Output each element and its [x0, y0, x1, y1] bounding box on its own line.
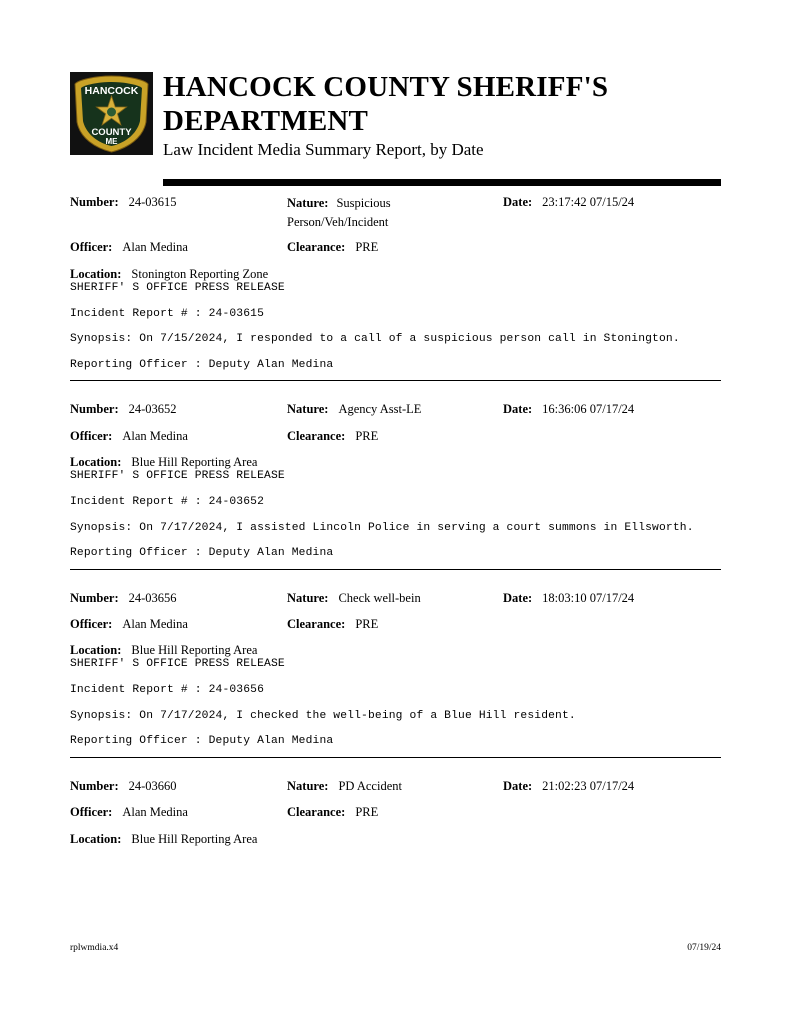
number-field	[70, 779, 177, 794]
nature-field	[287, 779, 402, 794]
location-value: Blue Hill Reporting Area	[131, 832, 258, 846]
number-value: 24-03652	[128, 402, 177, 416]
location-label: Location:	[70, 643, 122, 657]
number-field	[70, 402, 177, 417]
clearance-value: PRE	[355, 617, 379, 631]
date-field	[503, 591, 634, 606]
location-label: Location:	[70, 267, 122, 281]
officer-value: Alan Medina	[122, 240, 188, 254]
nature-field	[287, 591, 421, 606]
nature-label: Nature:	[287, 591, 329, 605]
officer-field	[70, 805, 188, 820]
nature-label: Nature:	[287, 402, 329, 416]
location-field	[70, 455, 257, 470]
record-divider	[70, 380, 721, 381]
nature-field	[287, 194, 427, 232]
record-divider	[70, 569, 721, 570]
location-value: Blue Hill Reporting Area	[131, 643, 258, 657]
clearance-field	[287, 805, 378, 820]
officer-value: Alan Medina	[122, 429, 188, 443]
date-field	[503, 195, 634, 210]
nature-value: Agency Asst-LE	[338, 402, 422, 416]
header-divider	[163, 179, 721, 186]
nature-value: Check well-bein	[338, 591, 421, 605]
officer-label: Officer:	[70, 429, 113, 443]
date-label: Date:	[503, 591, 533, 605]
number-label: Number:	[70, 591, 119, 605]
location-field	[70, 267, 268, 282]
location-field	[70, 643, 257, 658]
officer-label: Officer:	[70, 805, 113, 819]
synopsis-line: Synopsis: On 7/17/2024, I checked the well-being of a Blue Hill resident.	[70, 710, 576, 722]
clearance-label: Clearance:	[287, 805, 346, 819]
clearance-field	[287, 240, 378, 255]
department-title	[163, 70, 723, 138]
officer-value: Alan Medina	[122, 617, 188, 631]
nature-field	[287, 402, 421, 417]
clearance-label: Clearance:	[287, 240, 346, 254]
record-divider	[70, 757, 721, 758]
date-value: 23:17:42 07/15/24	[542, 195, 635, 209]
officer-field	[70, 617, 188, 632]
number-field	[70, 195, 177, 210]
press-release-line: SHERIFF' S OFFICE PRESS RELEASE	[70, 470, 285, 482]
nature-value: PD Accident	[338, 779, 402, 793]
officer-label: Officer:	[70, 617, 113, 631]
report-subtitle: Law Incident Media Summary Report, by Date	[163, 140, 484, 159]
date-value: 21:02:23 07/17/24	[542, 779, 635, 793]
officer-label: Officer:	[70, 240, 113, 254]
nature-label: Nature:	[287, 196, 329, 210]
title-line-2: DEPARTMENT	[163, 105, 369, 137]
logo-text-top: HANCOCK	[84, 85, 139, 97]
synopsis-line: Synopsis: On 7/17/2024, I assisted Lincoln Police in serving a court summons in Ellsworth.	[70, 522, 694, 534]
sheriff-badge-logo	[70, 72, 153, 155]
date-value: 18:03:10 07/17/24	[542, 591, 635, 605]
location-label: Location:	[70, 832, 122, 846]
nature-label: Nature:	[287, 779, 329, 793]
footer-print-date: 07/19/24	[687, 943, 721, 953]
number-label: Number:	[70, 195, 119, 209]
officer-field	[70, 240, 188, 255]
incident-report-line: Incident Report # : 24-03652	[70, 496, 265, 508]
title-line-1: HANCOCK COUNTY SHERIFF'S	[163, 71, 609, 103]
clearance-label: Clearance:	[287, 429, 346, 443]
date-value: 16:36:06 07/17/24	[542, 402, 635, 416]
date-label: Date:	[503, 779, 533, 793]
synopsis-line: Synopsis: On 7/15/2024, I responded to a call of a suspicious person call in Stonington.	[70, 333, 680, 345]
footer-report-id: rplwmdia.x4	[70, 943, 119, 953]
location-label: Location:	[70, 455, 122, 469]
nature-value: Suspicious Person/Veh/Incident	[287, 196, 391, 229]
clearance-field	[287, 429, 378, 444]
clearance-label: Clearance:	[287, 617, 346, 631]
logo-text-bottom: ME	[105, 137, 118, 146]
date-field	[503, 402, 634, 417]
number-value: 24-03615	[128, 195, 177, 209]
number-label: Number:	[70, 779, 119, 793]
press-release-line: SHERIFF' S OFFICE PRESS RELEASE	[70, 658, 285, 670]
date-label: Date:	[503, 402, 533, 416]
number-label: Number:	[70, 402, 119, 416]
number-value: 24-03656	[128, 591, 177, 605]
reporting-officer-line: Reporting Officer : Deputy Alan Medina	[70, 735, 334, 747]
clearance-value: PRE	[355, 805, 379, 819]
location-field	[70, 832, 257, 847]
press-release-line: SHERIFF' S OFFICE PRESS RELEASE	[70, 282, 285, 294]
number-field	[70, 591, 177, 606]
clearance-value: PRE	[355, 429, 379, 443]
officer-value: Alan Medina	[122, 805, 188, 819]
clearance-field	[287, 617, 378, 632]
incident-report-line: Incident Report # : 24-03656	[70, 684, 265, 696]
date-label: Date:	[503, 195, 533, 209]
reporting-officer-line: Reporting Officer : Deputy Alan Medina	[70, 359, 334, 371]
clearance-value: PRE	[355, 240, 379, 254]
date-field	[503, 779, 634, 794]
incident-report-line: Incident Report # : 24-03615	[70, 308, 265, 320]
officer-field	[70, 429, 188, 444]
location-value: Stonington Reporting Zone	[131, 267, 269, 281]
logo-text-middle: COUNTY	[91, 127, 132, 138]
reporting-officer-line: Reporting Officer : Deputy Alan Medina	[70, 547, 334, 559]
number-value: 24-03660	[128, 779, 177, 793]
location-value: Blue Hill Reporting Area	[131, 455, 258, 469]
